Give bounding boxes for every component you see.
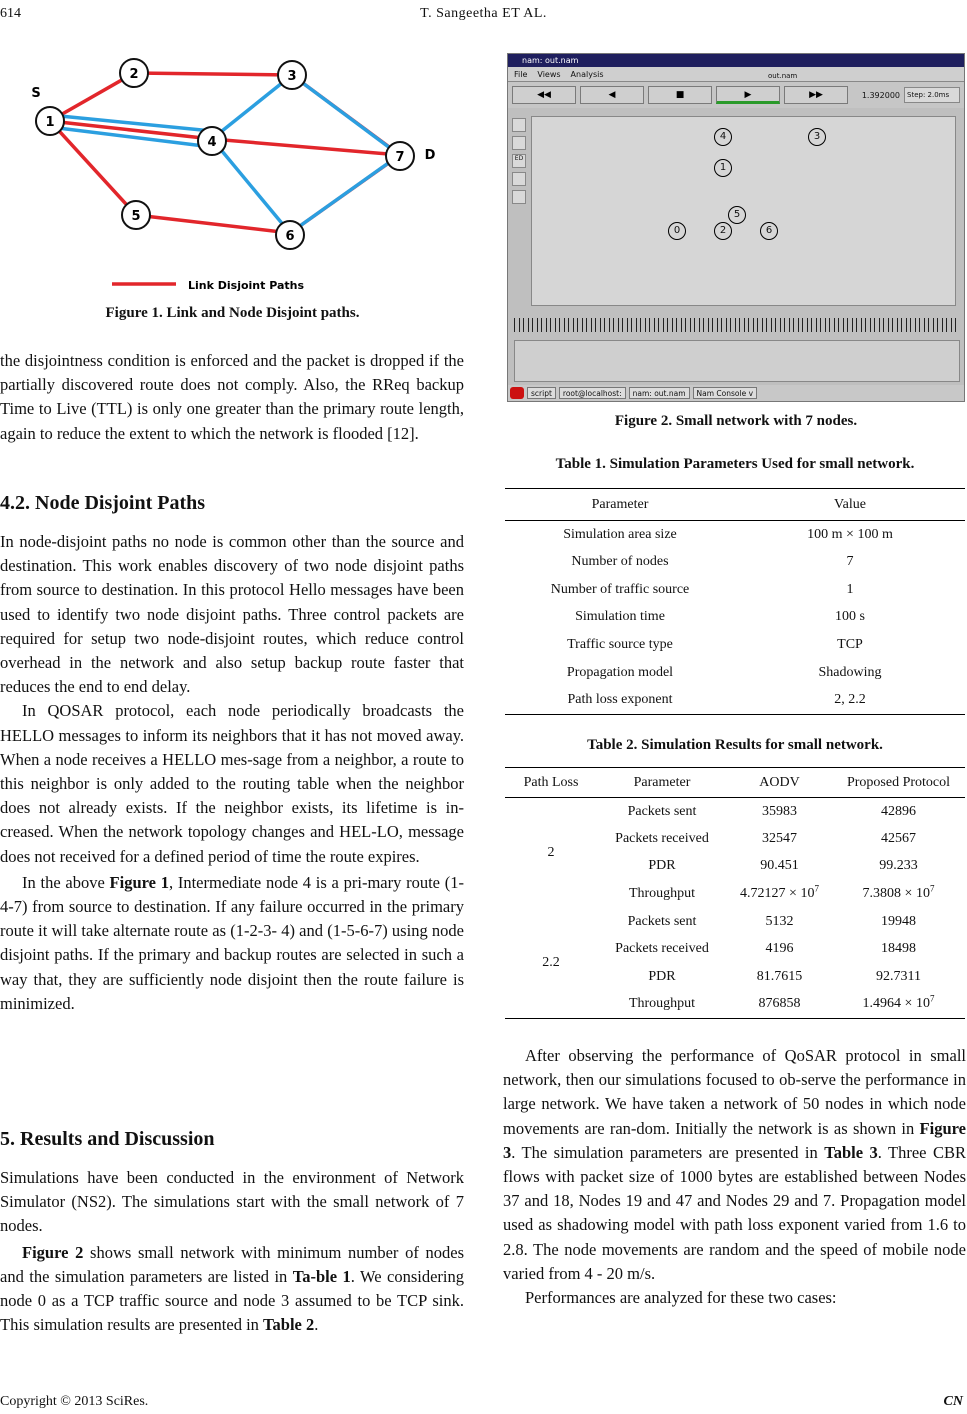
table-cell: Packets sent bbox=[627, 913, 697, 929]
table-cell: Packets received bbox=[615, 941, 709, 957]
redhat-icon bbox=[510, 387, 524, 399]
table-cell bbox=[832, 991, 965, 1019]
timeline-strip bbox=[514, 318, 960, 332]
play-button: ▶ bbox=[716, 86, 780, 104]
table-cell: 35983 bbox=[762, 803, 797, 819]
tool-icon bbox=[512, 172, 526, 186]
text-run: In the above bbox=[22, 872, 110, 892]
stop-button: ■ bbox=[648, 86, 712, 104]
table-cell: Packets sent bbox=[627, 803, 697, 819]
exponent: 7 bbox=[929, 883, 935, 894]
graph-node-4 bbox=[198, 127, 226, 155]
table-cell: 2, 2.2 bbox=[834, 692, 866, 708]
zoom-out-icon bbox=[512, 136, 526, 150]
paragraph: the disjointness condition is enforced and the packet is dropped if the partially discovered route does not comply. Also, the RReq backup Time to Live (TTL) is only one greater than the primary route length, again to reduce the extent to which the network is flooded [12]. bbox=[0, 351, 464, 443]
table-cell: 32547 bbox=[762, 830, 797, 846]
table-cell: 4196 bbox=[765, 941, 794, 957]
path-loss-cell: 2.2 bbox=[542, 954, 560, 970]
menu-analysis: Analysis bbox=[570, 70, 604, 79]
table-2-caption: Table 2. Simulation Results for small network. bbox=[587, 737, 883, 753]
table-2-header: Parameter bbox=[633, 774, 691, 790]
table-1-header: Parameter bbox=[591, 496, 649, 512]
text-run: . Three CBR flows with packet size of 1000 bytes are established between Nodes 37 and 18, Nodes 19 and 47 and Nodes 29 and 7. Propagation model used as shadowing model with path loss exponent varied from 1.6 to 2.8. The node movements are random and the speed of mobile node varied from 4 - 20 m/s. bbox=[503, 1142, 966, 1283]
left-column-block-1 bbox=[0, 349, 464, 446]
nam-node-5: 5 bbox=[728, 206, 746, 224]
legend-label: Link Disjoint Paths bbox=[188, 279, 305, 292]
exponent: 7 bbox=[814, 883, 819, 894]
table-cell bbox=[727, 880, 832, 908]
step-readout: Step: 2.0ms bbox=[904, 87, 960, 103]
paragraph: In QOSAR protocol, each node periodically broadcasts the HELLO messages to inform its neighbors that it has not moved away. When a node receives a HELLO mes-sage from a neighbor, a route to this neighbor is only added to the routing table when the neighbor does not already exists. If the neighbor exists, its lifetime is in-creased. When the network topology changes and HEL-LO, message does not received for a defined period of time the route expires. bbox=[0, 701, 464, 866]
table-cell: Path loss exponent bbox=[567, 692, 673, 708]
table-ref: Ta-ble 1 bbox=[292, 1266, 351, 1286]
copyright: Copyright © 2013 SciRes. bbox=[0, 1394, 149, 1409]
graph-node-6 bbox=[276, 221, 304, 249]
graph-node-1 bbox=[36, 107, 64, 135]
graph-node-7 bbox=[386, 142, 414, 170]
table-cell: Throughput bbox=[628, 886, 696, 902]
table-cell: PDR bbox=[648, 968, 676, 984]
right-column-block bbox=[503, 1044, 966, 1310]
svg-text:7: 7 bbox=[395, 150, 405, 165]
text-run: . bbox=[314, 1315, 319, 1335]
paragraph bbox=[0, 1241, 464, 1338]
svg-text:6: 6 bbox=[285, 229, 295, 244]
edge-3-7-node bbox=[292, 75, 394, 151]
paragraph: Simulations have been conducted in the environment of Network Simulator (NS2). The simulations start with the small network of 7 nodes. bbox=[0, 1168, 464, 1236]
table-cell: 42896 bbox=[881, 803, 916, 819]
edge-4-6-node bbox=[212, 139, 290, 233]
table-cell: 42567 bbox=[881, 830, 916, 846]
edge-5-6 bbox=[136, 215, 290, 233]
table-row bbox=[505, 659, 965, 687]
table-cell: 90.451 bbox=[760, 858, 799, 874]
table-cell: Shadowing bbox=[818, 664, 882, 680]
source-label: S bbox=[31, 86, 41, 101]
table-cell: 876858 bbox=[758, 996, 801, 1012]
menu-bar bbox=[508, 67, 964, 82]
left-column-block-2 bbox=[0, 530, 464, 1016]
figure-2-caption: Figure 2. Small network with 7 nodes. bbox=[614, 413, 858, 429]
node-disjoint-edges bbox=[50, 75, 394, 233]
svg-text:3: 3 bbox=[287, 69, 297, 84]
table-cell: Throughput bbox=[628, 996, 696, 1012]
table-cell: TCP bbox=[837, 637, 863, 653]
table-cell: Number of nodes bbox=[571, 554, 669, 570]
nam-node-3: 3 bbox=[808, 128, 826, 146]
running-header: T. Sangeetha ET AL. bbox=[420, 6, 547, 21]
table-cell bbox=[832, 880, 965, 908]
paragraph: In node-disjoint paths no node is common other than the source and destination. This work enables discovery of two node disjoint paths from source to destination. In this protocol Hello messages have been used to identify two node disjoint paths. Three control packets are required for setup two node-disjoint routes, which reduce control overhead in the network and also setup backup route faster that reduces the end to end delay. bbox=[0, 532, 464, 697]
figure-ref: Figure 2 bbox=[22, 1242, 84, 1262]
edge-6-7-node bbox=[290, 159, 394, 233]
fast-forward-button: ▶▶ bbox=[784, 86, 848, 104]
edit-icon: ED bbox=[512, 154, 526, 168]
table-cell: 100 m × 100 m bbox=[807, 526, 893, 542]
value-text: 1.4964 × 10 bbox=[862, 996, 930, 1012]
path-loss-cell: 2 bbox=[547, 844, 555, 860]
table-1-caption: Table 1. Simulation Parameters Used for small network. bbox=[555, 456, 915, 472]
table-row bbox=[505, 521, 965, 549]
table-cell: PDR bbox=[648, 858, 676, 874]
table-row bbox=[505, 576, 965, 604]
edge-4-7 bbox=[212, 139, 400, 155]
table-row bbox=[505, 631, 965, 659]
value-text: 4.72127 × 10 bbox=[740, 886, 815, 902]
table-cell: Traffic source type bbox=[567, 637, 673, 653]
table-cell: 100 s bbox=[835, 609, 865, 625]
figure-1-diagram bbox=[28, 55, 448, 300]
figure-ref: Figure 1 bbox=[109, 872, 169, 892]
time-readout: 1.392000 bbox=[861, 90, 900, 100]
table-ref: Table 2 bbox=[263, 1315, 315, 1335]
figure-1-caption: Figure 1. Link and Node Disjoint paths. bbox=[105, 305, 360, 321]
svg-text:1: 1 bbox=[45, 115, 55, 130]
text-run: shows small network with minimum number of nodes and the simulation parameters are listed in bbox=[0, 1242, 464, 1286]
svg-text:4: 4 bbox=[207, 135, 217, 150]
graph-node-5 bbox=[122, 201, 150, 229]
nam-node-6: 6 bbox=[760, 222, 778, 240]
edge-2-3 bbox=[134, 73, 292, 75]
page-number: 614 bbox=[0, 6, 21, 21]
nam-node-4: 4 bbox=[714, 128, 732, 146]
file-name: out.nam bbox=[768, 72, 798, 80]
table-cell: Propagation model bbox=[566, 664, 674, 680]
table-row bbox=[505, 908, 965, 936]
table-2-header: AODV bbox=[759, 774, 800, 790]
paragraph: Performances are analyzed for these two cases: bbox=[525, 1288, 837, 1308]
tool-strip bbox=[512, 118, 528, 208]
table-2-header: Proposed Protocol bbox=[846, 774, 951, 790]
menu-file: File bbox=[514, 70, 528, 79]
nam-node-0: 0 bbox=[668, 222, 686, 240]
table-cell: Number of traffic source bbox=[550, 581, 690, 597]
table-cell: Simulation time bbox=[575, 609, 665, 625]
tool-icon bbox=[512, 190, 526, 204]
table-cell: 18498 bbox=[881, 941, 916, 957]
menu-views: Views bbox=[537, 70, 561, 79]
nam-window-screenshot bbox=[507, 53, 965, 402]
table-ref: Table 3 bbox=[824, 1142, 878, 1162]
table-cell: 1 bbox=[846, 581, 854, 597]
table-1 bbox=[505, 488, 965, 715]
journal-abbrev: CN bbox=[943, 1394, 963, 1409]
table-cell: 7 bbox=[846, 554, 854, 570]
graph-node-3 bbox=[278, 61, 306, 89]
graph-node-2 bbox=[120, 59, 148, 87]
table-cell: 5132 bbox=[765, 913, 794, 929]
table-cell: Packets received bbox=[615, 830, 709, 846]
nam-node-1: 1 bbox=[714, 159, 732, 177]
back-button: ◀ bbox=[580, 86, 644, 104]
exponent: 7 bbox=[929, 993, 935, 1004]
paragraph bbox=[503, 1044, 966, 1286]
table-cell: Simulation area size bbox=[563, 526, 677, 542]
table-cell: 19948 bbox=[881, 913, 916, 929]
table-2-header: Path Loss bbox=[523, 774, 579, 790]
task-nam-console: Nam Console v bbox=[693, 387, 758, 399]
svg-text:5: 5 bbox=[131, 209, 141, 224]
annotation-panel bbox=[514, 340, 960, 382]
nam-node-2: 2 bbox=[714, 222, 732, 240]
edge-4-3-node bbox=[212, 75, 292, 139]
table-row bbox=[505, 604, 965, 632]
section-heading-4-2: 4.2. Node Disjoint Paths bbox=[0, 492, 206, 514]
task-terminal: root@localhost: bbox=[559, 387, 626, 399]
zoom-in-icon bbox=[512, 118, 526, 132]
table-2 bbox=[505, 767, 965, 1019]
task-script: script bbox=[527, 387, 556, 399]
task-nam: nam: out.nam bbox=[629, 387, 690, 399]
value-text: 7.3808 × 10 bbox=[862, 886, 930, 902]
table-row bbox=[505, 798, 965, 826]
dest-label: D bbox=[424, 148, 436, 163]
network-canvas bbox=[531, 116, 956, 306]
table-row bbox=[505, 548, 965, 576]
taskbar bbox=[508, 385, 964, 401]
table-cell: 92.7311 bbox=[876, 968, 921, 984]
playback-controls bbox=[508, 82, 964, 108]
rewind-button: ◀◀ bbox=[512, 86, 576, 104]
figure-ref: Figure 3 bbox=[503, 1118, 966, 1162]
paragraph bbox=[0, 871, 464, 1016]
text-run: . We considering node 0 as a TCP traffic source and node 3 assumed to be TCP sink. This simulation results are presented in bbox=[0, 1266, 464, 1335]
text-run: After observing the performance of QoSAR protocol in small network, then our simulations focused to ob-serve the performance in large network. We have taken a network of 50 nodes in which node movements are ran-dom. Initially the network is as shown in bbox=[503, 1046, 966, 1138]
svg-text:2: 2 bbox=[129, 67, 139, 82]
window-title: nam: out.nam bbox=[508, 54, 964, 67]
table-row bbox=[505, 687, 965, 715]
table-1-header: Value bbox=[834, 496, 866, 512]
table-cell: 99.233 bbox=[879, 858, 918, 874]
section-heading-5: 5. Results and Discussion bbox=[0, 1128, 215, 1150]
table-cell: 81.7615 bbox=[756, 968, 803, 984]
left-column-block-3 bbox=[0, 1166, 464, 1337]
text-run: , Intermediate node 4 is a pri-mary route (1-4-7) from source to destination. If any failure occurred in the primary route it will take alternate route as (1-2-3- 4) and (1-5-6-7) using node disjoint paths. If the primary and backup routes are selected in such a way that, they are sufficiently node disjoint then the route failure is minimized. bbox=[0, 872, 464, 1013]
text-run: . The simulation parameters are presented in bbox=[511, 1142, 825, 1162]
